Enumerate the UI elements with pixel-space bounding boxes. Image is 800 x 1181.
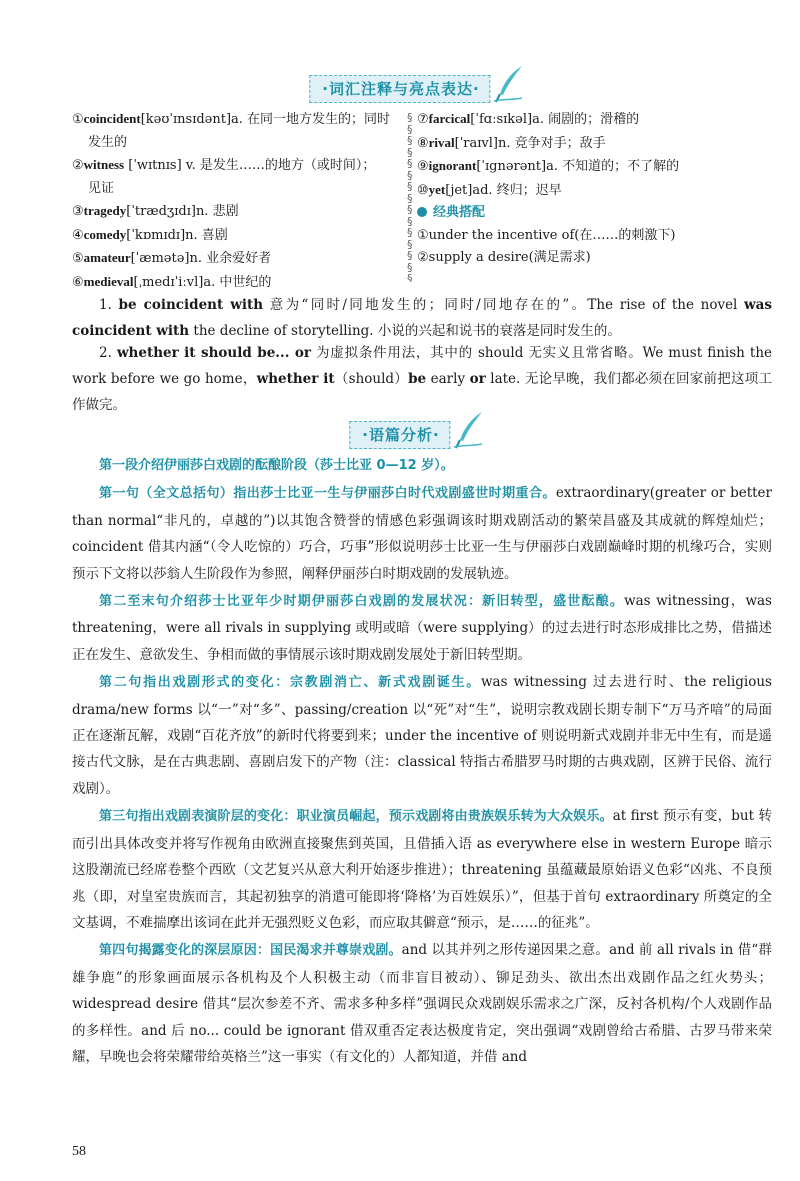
bold-phrase: be coincident with: [118, 297, 264, 313]
vocab-definition-cont: 见证: [88, 180, 115, 196]
vocab-number: ⑩: [417, 182, 429, 198]
note-text: 为虚拟条件用法，其中的 should 无实义且常省略。We must finish the work before we go home，: [72, 345, 773, 387]
vocab-word: witness: [83, 157, 125, 172]
divider-ornament: §§§§§§§§§§§§§§§: [407, 112, 413, 282]
analysis-heading: 第三句指出戏剧表演阶层的变化：职业演员崛起，预示戏剧将由贵族娱乐转为大众娱乐。: [99, 809, 613, 825]
analysis-paragraph: [72, 588, 772, 668]
note-text: （should）: [334, 371, 409, 387]
vocab-definition-cont: 发生的: [88, 134, 128, 150]
vocab-number: ④: [72, 227, 84, 243]
vocab-word: farcical: [428, 111, 471, 126]
analysis-heading: 第二句指出戏剧形式的变化：宗教剧消亡、新式戏剧诞生。: [99, 675, 481, 691]
note-text: 2.: [99, 345, 117, 361]
quill-icon: [452, 410, 488, 450]
phrase-item: ②supply a desire(满足需求): [417, 250, 591, 265]
vocab-word: rival: [428, 134, 455, 150]
vocab-number: ⑨: [417, 159, 429, 174]
vocab-number: ③: [72, 204, 84, 219]
vocab-word: tragedy: [83, 203, 127, 218]
bold-phrase: whether it: [256, 371, 335, 387]
vocab-word: amateur: [83, 250, 131, 265]
analysis-text: and 以其并列之形传递因果之意。and 前 all rivals in 借“群雄争鹿”的形象画面展示各机构及个人积极主动（而非盲目被动）、铆足劲头、欲出杰出戏剧作品之红火势头；widespread desire 借其“层次参差不齐、需求多种多样”强调民众戏剧娱乐需求之广深，反衬各机构/个人戏剧作品的多样性。and 后 no... could be ignorant 借双重否定表达极度肯定，突出强调“戏剧曾给古希腊、古罗马带来荣耀，早晚也会将荣耀带给英格兰”这一事实（有文化的）人都知道，并借 and: [72, 942, 772, 1065]
vocab-definition: [ˈtrædʒɪdɪ]n. 悲剧: [126, 204, 239, 219]
vocab-definition: [kəʊˈɪnsɪdənt]a. 在同一地方发生的；同时: [140, 112, 391, 127]
vocab-definition: [ˈraɪvl]n. 竞争对手；敌手: [454, 135, 606, 151]
analysis-text: was witnessing，was threatening，were all rivals in supplying 或明或暗（were supplying）的过去进行时态形成排比之势，借描述正在发生、意欲发生、争相而做的事情展示该时期戏剧发展处于新旧转型期。: [72, 593, 772, 663]
note-text: 意为“同时/同地发生的；同时/同地存在的”。The rise of the novel: [263, 297, 745, 313]
analysis-paragraph: [72, 669, 772, 802]
vocab-left-column: [72, 108, 402, 294]
usage-note-2: [72, 340, 772, 418]
vocab-item: [72, 247, 402, 271]
analysis-heading: 第一句（全文总括句）指出莎士比亚一生与伊丽莎白时代戏剧盛世时期重合。: [99, 486, 556, 502]
vocab-number: ⑥: [72, 274, 84, 290]
vocab-item: [72, 200, 402, 224]
vocab-number: ②: [72, 158, 84, 173]
vocab-item: [72, 108, 402, 132]
analysis-text: was witnessing 过去进行时、the religious drama/new forms 以“一”对“多”、passing/creation 以“死”对“生”，说明宗教戏剧长期专制下“万马齐喑”的局面正在逐渐瓦解，戏剧“百花齐放”的新时代将要到来；under the incentive of 则说明新式戏剧并非无中生有，而是遥接古代文脉，是在古典悲剧、喜剧启发下的产物（注：classical 特指古希腊罗马时期的古典戏剧，区辨于民俗、流行戏剧）。: [72, 674, 772, 797]
usage-note-1: [72, 292, 772, 344]
vocab-banner: [0, 68, 800, 108]
analysis-paragraph: [72, 803, 772, 936]
vocab-word: yet: [428, 181, 446, 197]
phrase-item: ①under the incentive of(在……的刺激下): [417, 227, 676, 243]
analysis-paragraph: [72, 937, 772, 1070]
vocab-word: ignorant: [428, 158, 477, 173]
vocab-definition: [ˈfɑːsɪkəl]a. 闹剧的；滑稽的: [470, 112, 640, 127]
note-text: 1.: [99, 297, 119, 313]
phrase-heading: 经典搭配: [417, 202, 747, 225]
analysis-banner-title: ·语篇分析·: [349, 421, 450, 449]
bold-phrase: was coincident with: [72, 297, 773, 339]
analysis-heading: 第二至末句介绍莎士比亚年少时期伊丽莎白戏剧的发展状况：新旧转型，盛世酝酿。: [99, 594, 625, 610]
vocab-item: [417, 179, 747, 203]
bullet-dot-icon: [417, 207, 427, 217]
analysis-paragraph: [72, 452, 772, 479]
vocab-definition: [jet]ad. 终归；迟早: [445, 182, 562, 198]
analysis-section: [72, 452, 772, 1071]
analysis-paragraph: [72, 480, 772, 587]
analysis-heading: 第四句揭露变化的深层原因：国民渴求并尊崇戏剧。: [99, 943, 402, 959]
vocab-item: [72, 154, 402, 178]
analysis-heading: 第一段介绍伊丽莎白戏剧的酝酿阶段（莎士比亚 0—12 岁）。: [99, 458, 454, 473]
vocab-word: comedy: [83, 226, 127, 242]
vocab-item: [417, 132, 747, 156]
vocab-item: [72, 224, 402, 248]
vocab-definition: [ˈwɪtnɪs] v. 是发生……的地方（或时间）；: [124, 158, 376, 173]
vocab-item-continued: [72, 178, 402, 201]
analysis-text: extraordinary(greater or better than normal“非凡的，卓越的”)以其饱含赞誉的情感色彩强调该时期戏剧活动的繁荣昌盛及其成就的辉煌灿烂；coincident 借其内涵“（令人吃惊的）巧合，巧事”形似说明莎士比亚一生与伊丽莎白戏剧巅峰时期的机缘巧合，实则预示下文将以莎翁人生阶段作为参照，阐释伊丽莎白时期戏剧的发展轨迹。: [72, 485, 772, 582]
vocab-right-column: [417, 108, 747, 270]
vocab-item: [72, 271, 402, 295]
note-text: late. 无论早晚，我们都必须在回家前把这项工作做完。: [72, 371, 773, 413]
quill-icon: [492, 64, 528, 104]
analysis-banner: [0, 414, 800, 454]
vocab-number: ⑤: [72, 251, 84, 266]
page-number: 58: [72, 1144, 86, 1159]
vocab-number: ⑦: [417, 112, 429, 127]
bold-phrase: or: [469, 371, 486, 387]
vocab-definition: [ˈkɒmɪdɪ]n. 喜剧: [126, 227, 228, 243]
bold-phrase: be: [408, 371, 427, 387]
vocab-item: [417, 108, 747, 132]
vocab-definition: [ˈɪgnərənt]a. 不知道的；不了解的: [476, 159, 680, 174]
vocab-banner-title: ·词汇注释与亮点表达·: [309, 75, 490, 103]
vocab-word: coincident: [83, 111, 141, 126]
vocab-item: [417, 155, 747, 179]
vocab-number: ①: [72, 112, 84, 127]
note-text: the decline of storytelling. 小说的兴起和说书的衰落是同时发生的。: [189, 323, 621, 339]
analysis-text: at first 预示有变，but 转而引出具体改变并将写作视角由欧洲直接聚焦到英国，且借插入语 as everywhere else in western Europe 暗示这股潮流已经席卷整个西欧（文艺复兴从意大利开始逐步推进）；threatening 虽蕴藏最原始语义色彩“凶兆、不良预兆（即，对皇室贵族而言，其起初独享的消遣可能即将‘降格’为百姓娱乐）”，但基于首句 extraordinary 所奠定的全文基调，不难揣摩出该词在此并无强烈贬义色彩，而应取其僻意“预示，是……的征兆”。: [72, 808, 772, 931]
vocab-definition: [ˌmedɪˈiːvl]a. 中世纪的: [133, 274, 272, 290]
vocab-definition: [ˈæmətə]n. 业余爱好者: [130, 251, 272, 266]
vocab-word: medieval: [83, 273, 134, 289]
note-text: early: [426, 371, 470, 387]
bold-phrase: whether it should be... or: [116, 345, 311, 361]
vocab-number: ⑧: [417, 135, 429, 151]
vocab-section: [72, 108, 732, 290]
vocab-item-continued: [72, 132, 402, 155]
